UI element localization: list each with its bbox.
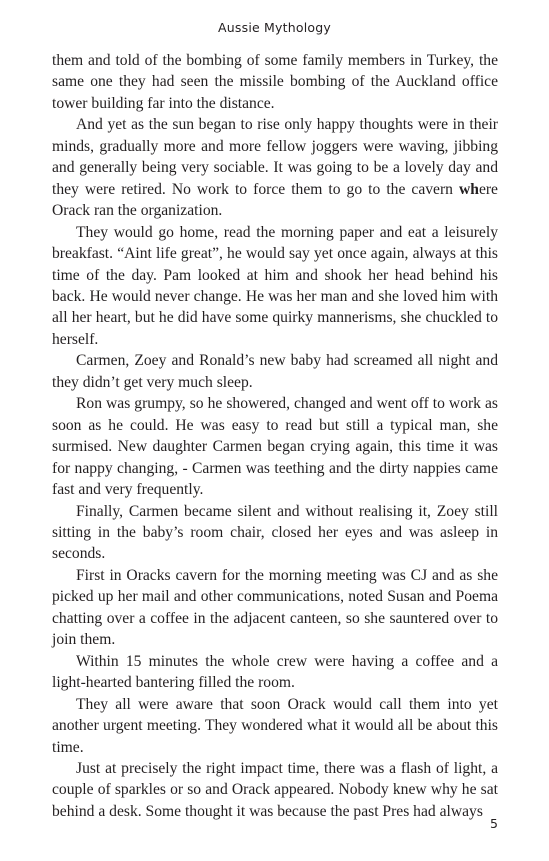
paragraph: Ron was grumpy, so he showered, changed and went off to work as soon as he could. He was easy to read but still a typical man, she surmised. New daughter Carmen began crying again, this time it was for nappy changing, - Carmen was teething and the dirty nappies came fast and very frequently. — [52, 395, 498, 499]
paragraph: Just at precisely the right impact time, there was a flash of light, a couple of sparkles or so and Orack appeared. Nobody knew why he sat behind a desk. Some thought it was because the past Pres had always — [52, 759, 498, 820]
paragraph-text: And yet as the sun began to rise only happy thoughts were in their minds, gradually more and more fellow joggers were waving, jibbing and generally being very sociable. It was going to be a lovely day and they were retired. No work to force them to go to the cavern — [52, 116, 498, 198]
paragraph: Within 15 minutes the whole crew were having a coffee and a light-hearted bantering filled the room. — [52, 652, 498, 692]
running-head: Aussie Mythology — [218, 20, 331, 35]
paragraph-text-tail: ere Orack ran the organization. — [52, 180, 498, 220]
paragraph: They would go home, read the morning paper and eat a leisurely breakfast. “Aint life great”, he would say yet once again, always at this time of the day. Pam looked at him and shook her head behind his back. He would never change. He was her man and she loved him with all her heart, but he did have some quirky mannerisms, she chuckled to herself. — [52, 223, 498, 348]
paragraph — [52, 114, 498, 221]
paragraph: First in Oracks cavern for the morning meeting was CJ and as she picked up her mail and other communications, noted Susan and Poema chatting over a coffee in the adjacent canteen, so she sauntered over to join them. — [52, 566, 498, 649]
body-text — [52, 50, 498, 822]
paragraph: them and told of the bombing of some family members in Turkey, the same one they had seen the missile bombing of the Auckland office tower building far into the distance. — [52, 52, 498, 112]
paragraph: Carmen, Zoey and Ronald’s new baby had screamed all night and they didn’t get very much sleep. — [52, 352, 498, 391]
paragraph: They all were aware that soon Orack would call them into yet another urgent meeting. They wondered what it would all be about this time. — [52, 695, 498, 756]
page-number: 5 — [490, 816, 498, 831]
bold-fragment: wh — [459, 180, 479, 198]
paragraph: Finally, Carmen became silent and without realising it, Zoey still sitting in the baby’s room chair, closed her eyes and was asleep in seconds. — [52, 502, 498, 563]
